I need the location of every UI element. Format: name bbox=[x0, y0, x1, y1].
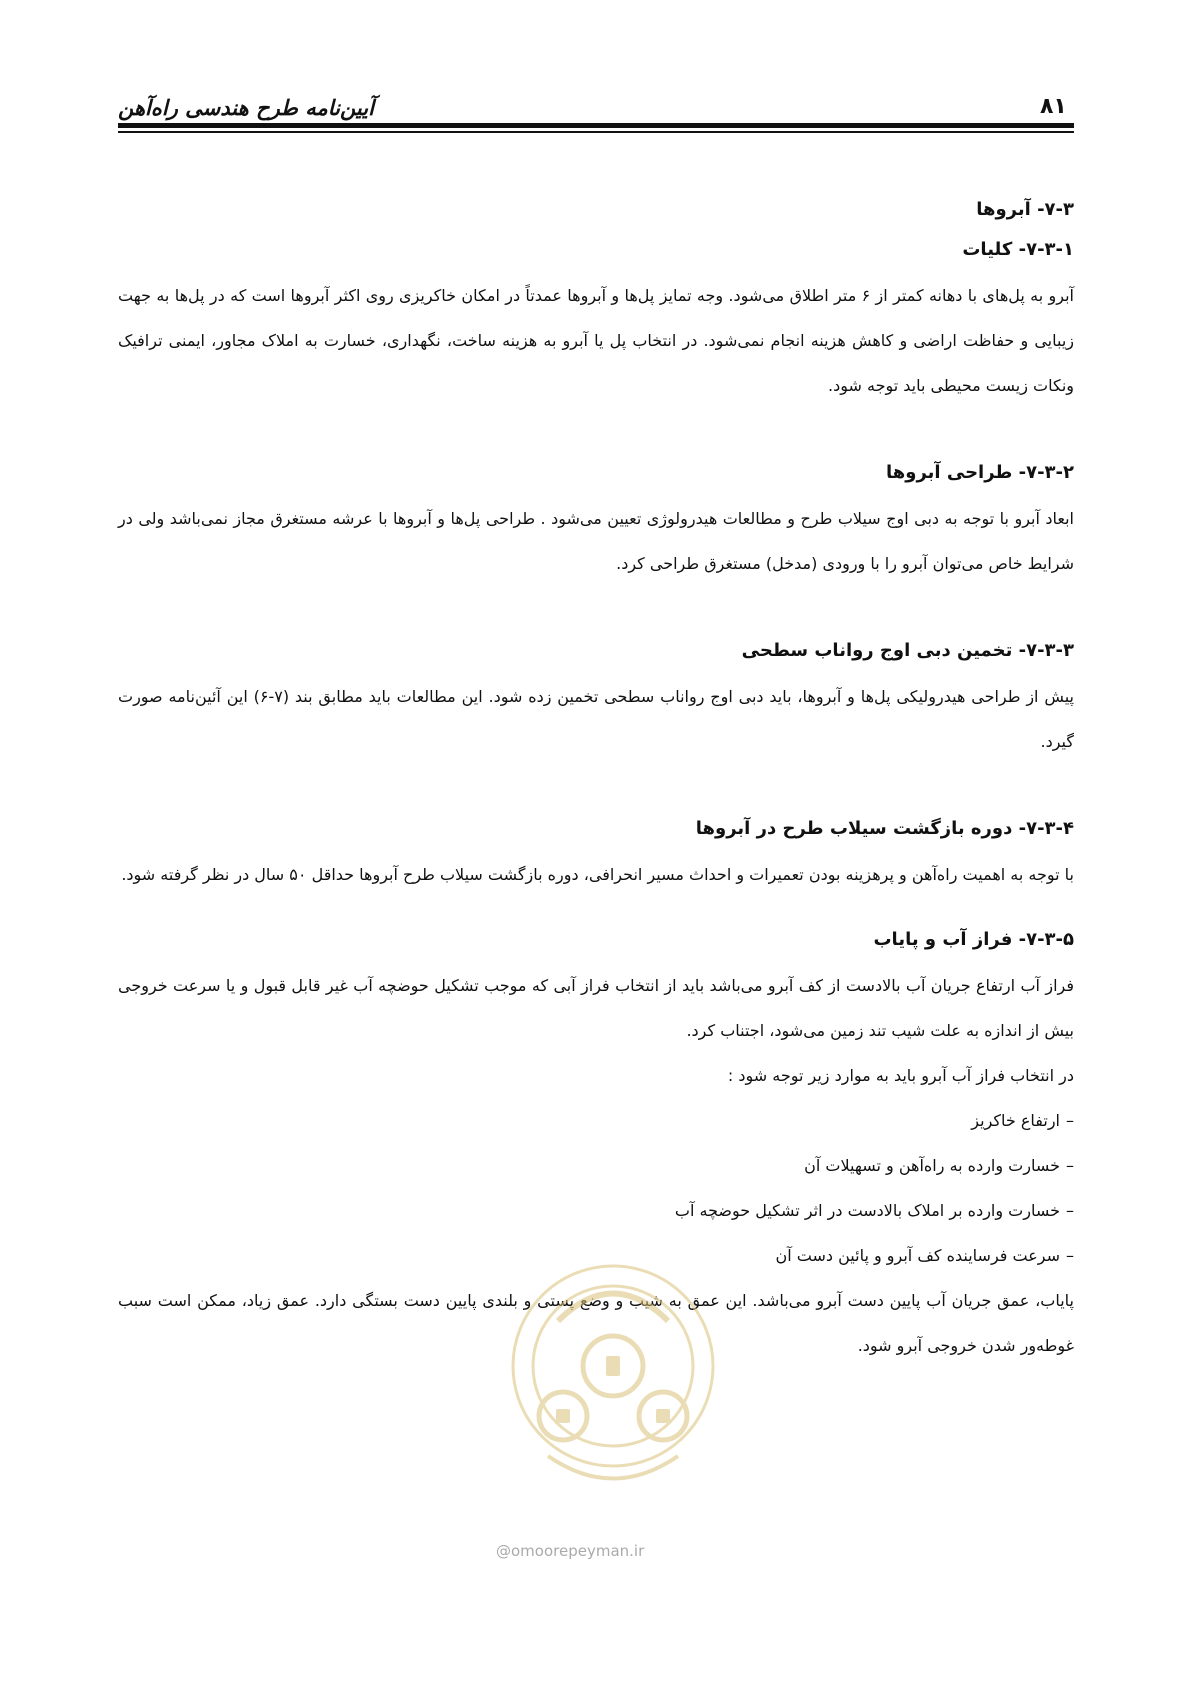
paragraph: آبرو به پل‌های با دهانه کمتر از ۶ متر اطلاق می‌شود. وجه تمایز پل‌ها و آبروها عمدتاً در امکان خاکریزی روی اکثر آبروها است که در پل‌ها به جهت زیبایی و حفاظت اراضی و کاهش هزینه انجام نمی‌شود. در انتخاب پل یا آبرو به هزینه ساخت، نگهداری، خسارت به املاک مجاور، ایمنی ترافیک ونکات زیست محیطی باید توجه شود. bbox=[118, 286, 1075, 395]
section-return-period bbox=[118, 814, 1074, 897]
section-headwater-tailwater bbox=[118, 925, 1074, 1368]
list-item: –خسارت وارده به راه‌آهن و تسهیلات آن bbox=[804, 1156, 1074, 1175]
list-item: –سرعت فرساینده کف آبرو و پائین دست آن bbox=[775, 1246, 1074, 1265]
paragraph: در انتخاب فراز آب آبرو باید به موارد زیر توجه شود : bbox=[727, 1066, 1074, 1085]
list-marker: – bbox=[1066, 1156, 1074, 1175]
section-heading: ۷-۳-۵- فراز آب و پایاب bbox=[873, 929, 1074, 950]
list-marker: – bbox=[1066, 1201, 1074, 1220]
paragraph: فراز آب ارتفاع جریان آب بالادست از کف آبرو می‌باشد باید از انتخاب فراز آبی که موجب تشکیل حوضچه آب غیر قابل قبول و یا سرعت خروجی بیش از اندازه به علت شیب تند زمین می‌شود، اجتناب کرد. bbox=[118, 976, 1074, 1040]
watermark-url: @omoorepeyman.ir bbox=[496, 1542, 645, 1560]
list-item: –ارتفاع خاکریز bbox=[971, 1111, 1074, 1130]
considerations-list bbox=[118, 1098, 1074, 1278]
paragraph: با توجه به اهمیت راه‌آهن و پرهزینه بودن تعمیرات و احداث مسیر انحرافی، دوره بازگشت سیلاب طرح آبروها حداقل ۵۰ سال در نظر گرفته شود. bbox=[121, 865, 1074, 884]
section-peak-discharge bbox=[118, 636, 1074, 764]
page-header bbox=[0, 0, 1191, 150]
header-rule-thin bbox=[118, 131, 1074, 133]
section-heading: ۷-۳- آبروها bbox=[976, 199, 1074, 220]
paragraph: پایاب، عمق جریان آب پایین دست آبرو می‌باشد. این عمق به شیب و وضع پستی و بلندی پایین دست بستگی دارد. عمق زیاد، ممکن است سبب غوطه‌ور شدن خروجی آبرو شود. bbox=[118, 1291, 1074, 1355]
section-culvert-design bbox=[118, 458, 1074, 586]
spacer bbox=[118, 596, 1074, 636]
running-header-title: آیین‌نامه طرح هندسی راه‌آهن bbox=[118, 96, 374, 120]
spacer bbox=[118, 907, 1074, 925]
spacer bbox=[118, 418, 1074, 458]
list-marker: – bbox=[1066, 1111, 1074, 1130]
list-item: –خسارت وارده بر املاک بالادست در اثر تشکیل حوضچه آب bbox=[674, 1201, 1074, 1220]
page-number: ۸۱ bbox=[1040, 94, 1067, 119]
section-heading: ۷-۳-۳- تخمین دبی اوج رواناب سطحی bbox=[741, 640, 1074, 661]
page-body bbox=[118, 195, 1074, 1378]
section-heading: ۷-۳-۲- طراحی آبروها bbox=[886, 462, 1074, 483]
section-heading: ۷-۳-۴- دوره بازگشت سیلاب طرح در آبروها bbox=[695, 818, 1074, 839]
spacer bbox=[118, 774, 1074, 814]
section-culverts bbox=[118, 195, 1074, 225]
section-general bbox=[118, 235, 1074, 408]
header-rule-thick bbox=[118, 123, 1074, 128]
paragraph: پیش از طراحی هیدرولیکی پل‌ها و آبروها، باید دبی اوج رواناب سطحی تخمین زده شود. این مطالعات باید مطابق بند (۷-۶) این آئین‌نامه صورت گیرد. bbox=[118, 687, 1075, 751]
section-heading: ۷-۳-۱- کلیات bbox=[962, 239, 1074, 260]
paragraph: ابعاد آبرو با توجه به دبی اوج سیلاب طرح و مطالعات هیدرولوژی تعیین می‌شود . طراحی پل‌ها و آبروها با عرشه مستغرق مجاز نمی‌باشد ولی در شرایط خاص می‌توان آبرو را با ورودی (مدخل) مستغرق طراحی کرد. bbox=[118, 509, 1074, 573]
list-marker: – bbox=[1066, 1246, 1074, 1265]
